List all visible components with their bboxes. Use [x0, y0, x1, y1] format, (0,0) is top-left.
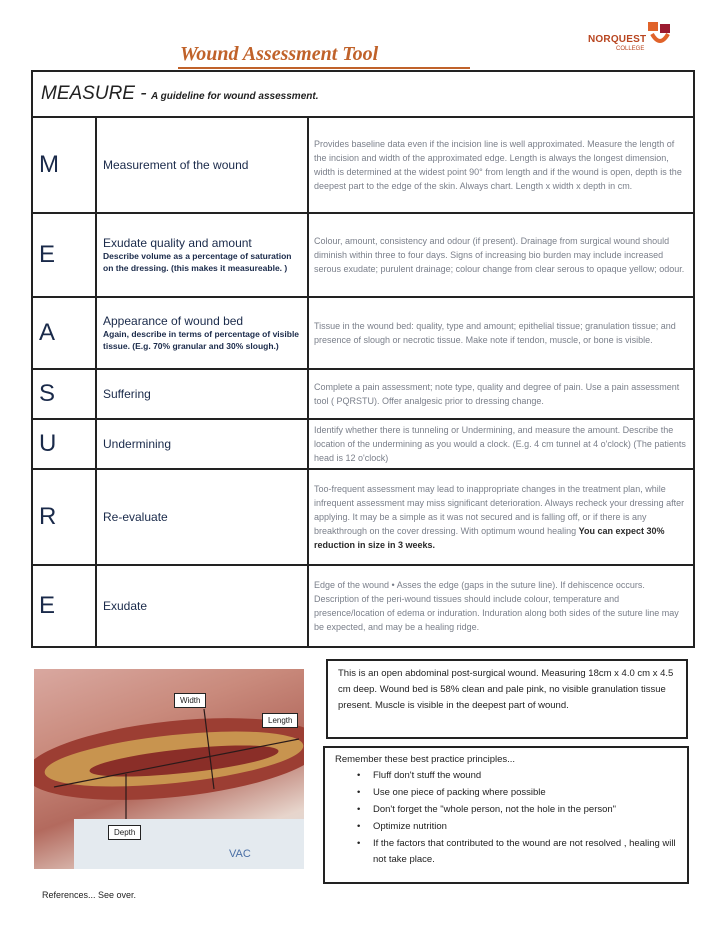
- case-description: This is an open abdominal post-surgical wound. Measuring 18cm x 4.0 cm x 4.5 cm deep. Wound bed is 58% clean and pale pink, no visible granulation tissue present. Muscle is visible in the deepest part of wound.: [338, 668, 674, 711]
- table-row: [32, 565, 694, 647]
- row-description: Identify whether there is tunneling or Undermining, and measure the amount. Describe the location of the undermining as you would a clock. (E.g. 4 cm tunnel at 4 o'clock) (The patients head is 12 o'clock): [308, 419, 694, 469]
- row-description: Complete a pain assessment; note type, quality and degree of pain. Use a pain assessment tool ( PQRSTU). Offer analgesic prior to dressing change.: [308, 369, 694, 419]
- title-underline: [178, 67, 470, 69]
- header-main: MEASURE -: [41, 83, 147, 104]
- row-subtext: Again, describe in terms of percentage of visible tissue. (E.g. 70% granular and 30% slough.): [103, 329, 300, 351]
- principles-list: [357, 768, 677, 868]
- label-depth: Depth: [108, 825, 141, 840]
- row-letter: E: [32, 213, 96, 297]
- list-item: • Don't forget the "whole person, not the hole in the person": [357, 802, 677, 818]
- row-name-cell: [96, 213, 308, 297]
- norquest-logo: [588, 20, 678, 60]
- row-description-bold: You can expect 30% reduction in size in 3 weeks.: [314, 526, 665, 550]
- table-row: [32, 419, 694, 469]
- row-name-cell: [96, 419, 308, 469]
- table-row: [32, 469, 694, 565]
- label-length: Length: [262, 713, 298, 728]
- row-description: Colour, amount, consistency and odour (if present). Drainage from surgical wound should diminish within three to four days. Signs of increasing bio burden may include increased serous exudate; purulent drainage; colour change from clear serous to opaque yellow; odour.: [308, 213, 694, 297]
- row-subtext: Describe volume as a percentage of saturation on the dressing. (this makes it measureable. ): [103, 251, 292, 273]
- table-row: [32, 117, 694, 213]
- wound-illustration: [34, 669, 304, 869]
- row-name: Suffering: [103, 387, 151, 401]
- table-header: [32, 71, 694, 117]
- table-row: [32, 369, 694, 419]
- table-row: [32, 297, 694, 369]
- principles-box: [323, 746, 689, 884]
- row-letter: E: [32, 565, 96, 647]
- row-name-cell: [96, 369, 308, 419]
- svg-text:VAC: VAC: [229, 848, 251, 860]
- list-item: • If the factors that contributed to the wound are not resolved , healing will not take place.: [357, 836, 677, 868]
- row-letter: A: [32, 297, 96, 369]
- table-header-row: [32, 71, 694, 117]
- row-letter: S: [32, 369, 96, 419]
- row-name: Undermining: [103, 437, 172, 451]
- row-name-cell: [96, 469, 308, 565]
- logo-name: NORQUEST: [588, 34, 647, 45]
- row-description-cell: [308, 469, 694, 565]
- row-description: Too-frequent assessment may lead to inappropriate changes in the treatment plan, while infrequent assessment may miss significant deterioration. Always recheck your dressing after applying. It may be a simple as it was not secured and is falling off, or if there is any breakthrough on the cover dressing. With optimum wound healing: [314, 484, 685, 536]
- row-name: Exudate quality and amount: [103, 236, 252, 250]
- row-letter: M: [32, 117, 96, 213]
- measure-table: [31, 70, 695, 648]
- row-description: Edge of the wound • Asses the edge (gaps in the suture line). If dehiscence occurs. Description of the peri-wound tissues should include colour, temperature and presence/location of edema or induration. Induration along both sides of the suture line may be expected, and may be a healing ridge.: [308, 565, 694, 647]
- logo-sub: COLLEGE: [616, 46, 645, 52]
- references-note: References... See over.: [42, 890, 137, 900]
- row-letter: R: [32, 469, 96, 565]
- label-width: Width: [174, 693, 206, 708]
- row-letter: U: [32, 419, 96, 469]
- row-name: Exudate: [103, 599, 148, 613]
- list-item: • Fluff don't stuff the wound: [357, 768, 677, 784]
- principles-intro: Remember these best practice principles...: [335, 754, 516, 765]
- logo-mark-icon: [646, 20, 674, 50]
- row-description: Provides baseline data even if the incision line is well approximated. Measure the length of the incision and width of the approximated edge. Length is always the longest dimension, width is determined at the widest point 90° from length and if the wound is open, depth is the deepest part to the edge of the skin. Always chart. Length x width x depth in cm.: [308, 117, 694, 213]
- wound-photo: [34, 669, 304, 869]
- row-name-cell: [96, 117, 308, 213]
- list-item: • Use one piece of packing where possible: [357, 785, 677, 801]
- row-name-cell: [96, 297, 308, 369]
- table-row: [32, 213, 694, 297]
- case-description-box: [326, 659, 688, 739]
- list-item: • Optimize nutrition: [357, 819, 677, 835]
- row-name: Appearance of wound bed: [103, 314, 244, 328]
- row-name: Re-evaluate: [103, 510, 168, 524]
- row-description: Tissue in the wound bed: quality, type and amount; epithelial tissue; granulation tissue; and presence of slough or necrotic tissue. Make note if tendon, muscle, or bone is visible.: [308, 297, 694, 369]
- document-title: Wound Assessment Tool: [180, 43, 379, 65]
- row-name: Measurement of the wound: [103, 158, 249, 172]
- row-name-cell: [96, 565, 308, 647]
- header-sub: A guideline for wound assessment.: [151, 91, 319, 102]
